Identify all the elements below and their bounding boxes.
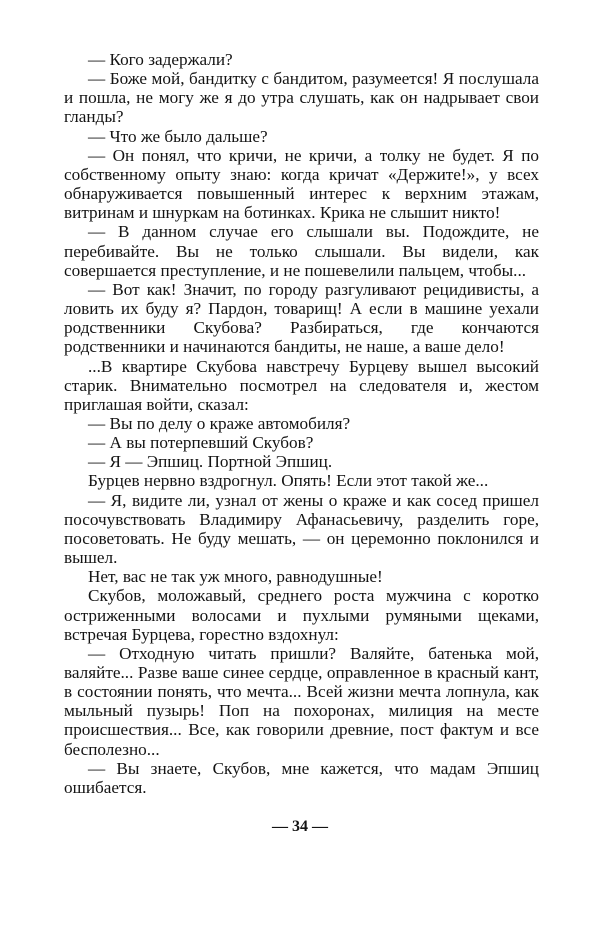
paragraph: — В данном случае его слышали вы. Подождите, не перебивайте. Вы не только слышали. Вы видели, как совершается преступление, и не пошевелили пальцем, чтобы... xyxy=(64,222,539,280)
paragraph: — Он понял, что кричи, не кричи, а толку не будет. Я по собственному опыту знаю: когда кричат «Держите!», у всех обнаруживается повышенный интерес к верхним этажам, витринам и шнуркам на ботинках. Крика не слышит никто! xyxy=(64,145,539,223)
page-number: — 34 — xyxy=(272,818,328,835)
paragraph: — Я — Эпшиц. Портной Эпшиц. xyxy=(88,452,333,472)
paragraph: Нет, вас не так уж много, равнодушные! xyxy=(88,567,383,587)
paragraph: Скубов, моложавый, среднего роста мужчина с коротко остриженными волосами и пухлыми румяными щеками, встречая Бурцева, горестно вздохнул: xyxy=(64,586,539,644)
paragraph: Бурцев нервно вздрогнул. Опять! Если этот такой же... xyxy=(88,471,489,491)
paragraph: — Кого задержали? xyxy=(88,50,233,69)
paragraph: — Я, видите ли, узнал от жены о краже и как сосед пришел посочувствовать Владимиру Афанасьевичу, разделить горе, посоветовать. Не буду мешать, — он церемонно поклонился и вышел. xyxy=(64,490,539,568)
paragraph: — Боже мой, бандитку с бандитом, разумеется! Я послушала и пошла, не могу же я до утра слушать, как он надрывает свои гланды? xyxy=(64,69,539,127)
paragraph: ...В квартире Скубова навстречу Бурцеву вышел высокий старик. Внимательно посмотрел на следователя и, жестом приглашая войти, сказал: xyxy=(64,356,539,414)
paragraph: — Вы знаете, Скубов, мне кажется, что мадам Эпшиц ошибается. xyxy=(64,758,539,797)
paragraph: — Что же было дальше? xyxy=(88,126,268,146)
page-text xyxy=(64,50,539,797)
paragraph: — Отходную читать пришли? Валяйте, батенька мой, валяйте... Разве ваше синее сердце, оправленное в красный кант, в состоянии понять, что мечта... Всей жизни мечта лопнула, как мыльный пузырь! Поп на похоронах, милиция на месте происшествия... Все, как говорили древние, пост фактум и все бесполезно... xyxy=(64,643,539,759)
paragraph: — Вы по делу о краже автомобиля? xyxy=(88,413,351,433)
paragraph: — Вот как! Значит, по городу разгуливают рецидивисты, а ловить их буду я? Пардон, товарищ! А если в машине уехали родственники Скубова? Разбираться, где кончаются родственники и начинаются бандиты, не наше, а ваше дело! xyxy=(64,279,539,357)
paragraph: — А вы потерпевший Скубов? xyxy=(88,433,314,453)
